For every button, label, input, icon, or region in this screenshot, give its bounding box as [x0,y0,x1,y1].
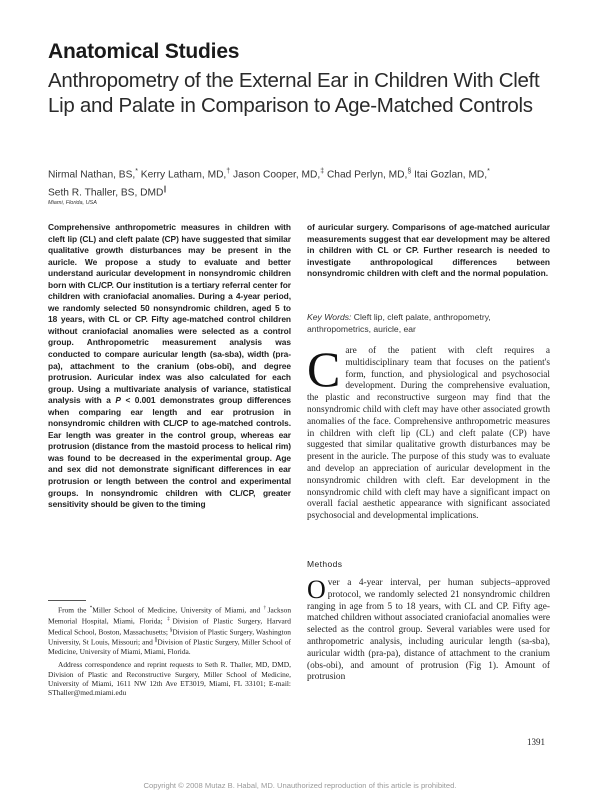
affiliation-mark: † [226,168,231,175]
author-name: Nirmal Nathan, BS, [48,169,136,181]
footnote-divider [48,600,86,601]
author-name: Seth R. Thaller, BS, DMD [48,187,164,199]
article-title: Anthropometry of the External Ear in Children With Cleft Lip and Palate in Comparison to Age-Matched Controls [48,69,540,117]
footnote-text: Division of Plastic Surgery, Miller School of Medicine, University of Miami, Miami, Florida. [48,637,291,657]
drop-cap: O [307,575,326,604]
abstract-column-1 [48,222,291,511]
affiliation-mark: * [135,168,138,175]
keywords-text: Cleft lip, cleft palate, anthropometry, anthropometrics, auricle, ear [307,312,491,334]
author-name: Kerry Latham, MD, [137,169,227,181]
introduction-paragraph [307,341,550,523]
author-name: Itai Gozlan, MD, [411,169,488,181]
author-list [48,164,568,201]
footnote-text: Division of Plastic Surgery, Harvard Medical School, Boston, Massachusetts; [48,616,291,636]
footnote-text: Division of Plastic Surgery, Washington University, St Louis, Missouri; and [48,627,291,647]
affiliation-mark: ∥ [163,186,167,194]
footnote-mark: † [263,606,268,611]
affiliation-mark: ‡ [320,168,325,175]
footnote-text: From the [58,605,90,615]
affiliation-mark: * [487,168,490,175]
footnote-mark: * [89,606,93,611]
affiliations-footnote [48,604,291,656]
author-name: Jason Cooper, MD, [230,169,321,181]
affiliation-mark: § [407,168,412,175]
abstract-text-continued: < 0.001 demonstrates group differences when comparing ear length and ear protrusion in nonsyndromic children with CL/CP to age-matched controls. Ear length was greater in the control group, whereas ear protrusion (distance from the mastoid process to helical rim) was found to be decreased in the experimental group. Age and sex did not demonstrate significant differences in ear protrusion or length between the control and experimental groups. In nonsyndromic children with CL/CP, greater sensitivity should be given to the timing [48,395,291,510]
footnotes [48,604,291,702]
correspondence-footnote: Address correspondence and reprint requests to Seth R. Thaller, MD, DMD, Division of Plastic and Reconstructive Surgery, Miller School of Medicine, University of Miami, 1611 NW 12th Ave ET3019, Miami, FL 33101; E-mail: SThaller@med.miami.edu [48,660,291,698]
methods-paragraph [307,575,550,684]
author-name: Chad Perlyn, MD, [324,169,408,181]
location: Miami, Florida, USA [48,200,97,206]
copyright-notice: Copyright © 2008 Mutaz B. Habal, MD. Unauthorized reproduction of this article is prohibited. [143,781,457,790]
drop-cap: C [307,341,341,397]
methods-heading: Methods [307,559,343,569]
methods-text: ver a 4-year interval, per human subjects–approved protocol, we randomly selected 21 nonsyndromic children ranging in age from 5 to 18 years, with CL and CP. Fifty age-matched children without associated craniofacial anomalies were selected as the control group. Several variables were used for anthropometric analysis, including auricular length (sa-sba), auricular width (pra-pa), distance of attachment to the cranium (obs-obi), and amount of protrusion (Fig 1). Amount of protrusion [307,578,550,683]
footnote-text: Miller School of Medicine, University of Miami, and [92,605,264,615]
p-value-symbol: P [115,395,121,406]
abstract-text: Comprehensive anthropometric measures in children with cleft lip (CL) and cleft palate (CP) have suggested that similar qualitative growth disturbances may be present in the auricle. We propose a study to evaluate and better understand auricular development in nonsyndromic children born with CL/CP. Our institution is a tertiary referral center for children with craniofacial anomalies. During a 4-year period, we randomly selected 50 nonsyndromic children, aged 5 to 18 years, with CL or CP. Fifty age-matched control children without craniofacial anomalies were selected as a control group. Anthropometric measurement analysis was conducted to compare auricular length (sa-sba), width (pra-pa), attachment to the cranium (obs-obi), and degree protrusion. Auricular index was also calculated for each group. Using a multivariate analysis of variance, statistical analysis with a [48,222,291,406]
section-heading: Anatomical Studies [48,40,240,63]
footnote-text: Jackson Memorial Hospital, Miami, Florida; [48,605,292,626]
keywords-label: Key Words: [307,312,352,322]
page-number: 1391 [527,737,545,747]
introduction-text: are of the patient with cleft requires a multidisciplinary team that focuses on the patient's form, function, and physiological and psychosocial development. During the comprehensive evaluation, the plastic and reconstructive surgeon may find that the nonsyndromic child with cleft may have other associated growth anomalies of the face. Comprehensive anthropometric measures in children with cleft lip (CL) and cleft palate (CP) have suggested that similar qualitative growth disturbances may be present in the auricle. The purpose of this study was to evaluate and develop an appreciation of auricular development in the nonsyndromic children with cleft. Ear development in the nonsyndromic child with cleft may have a significant impact on overall facial aesthetic appearance with significant associated psychosocial and developmental implications. [307,346,550,522]
abstract-column-2: of auricular surgery. Comparisons of age-matched auricular measurements suggest that ear development may be altered in children with CL or CP. Further research is needed to investigate anthropological differences between nonsyndromic children with cleft and the normal population. [307,222,550,279]
footnote-mark: ‡ [167,616,173,622]
footnote-mark: ∥ [154,638,158,644]
footnote-mark: § [169,627,173,633]
keywords [307,312,550,335]
